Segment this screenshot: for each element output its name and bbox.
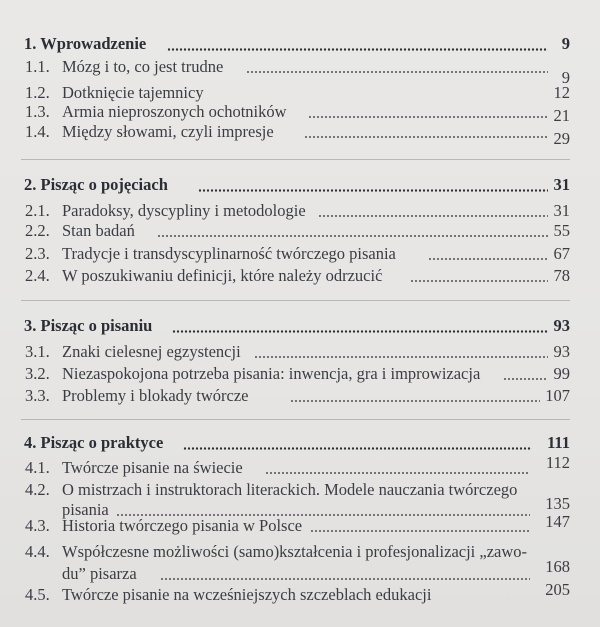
divider <box>21 300 570 301</box>
section-title: Historia twórczego pisania w Polsce <box>62 516 303 535</box>
section-title: Niezaspokojona potrzeba pisania: inwencja, gra i improwizacja <box>62 364 481 383</box>
page-number: 135 <box>545 494 570 513</box>
section-title: W poszukiwaniu definicji, które należy odrzucić <box>62 266 383 285</box>
page-number: 205 <box>545 580 570 599</box>
page-number: 168 <box>545 557 570 576</box>
dot-leader <box>318 215 548 217</box>
chapter-title: Pisząc o pisaniu <box>40 316 153 335</box>
section-title: O mistrzach i instruktorach literackich. Modele nauczania twórczego <box>62 480 518 499</box>
chapter-title: Wprowadzenie <box>40 34 147 53</box>
section-title: Twórcze pisanie na świecie <box>62 458 243 477</box>
dot-leader <box>410 280 548 282</box>
page-number: 9 <box>561 34 570 53</box>
chapter-title: Pisząc o pojęciach <box>40 175 168 194</box>
page-number: 78 <box>553 266 570 285</box>
section-title-continuation: du” pisarza <box>62 564 137 583</box>
page-number: 99 <box>553 364 570 383</box>
section-number: 2.1. <box>25 201 50 220</box>
chapter-title: Pisząc o praktyce <box>40 433 164 452</box>
section-title: Między słowami, czyli impresje <box>62 122 274 141</box>
section-number: 3.2. <box>25 364 50 383</box>
section-number: 4.1. <box>25 458 50 477</box>
section-number: 2.3. <box>25 244 50 263</box>
section-title: Armia nieproszonych ochotników <box>62 102 287 121</box>
dot-leader <box>290 400 540 402</box>
toc-entry <box>0 266 600 290</box>
page-number: 93 <box>553 316 570 335</box>
page-number: 31 <box>553 201 570 220</box>
section-title: Dotknięcie tajemnicy <box>62 83 204 102</box>
section-number: 4.2. <box>25 480 50 499</box>
page-number: 12 <box>553 83 570 102</box>
chapter-heading <box>0 175 600 199</box>
divider <box>21 159 570 160</box>
chapter-number: 4. <box>24 433 37 452</box>
toc-entry <box>0 364 600 388</box>
section-title: Tradycje i transdyscyplinarność twórczego pisania <box>62 244 396 263</box>
section-number: 1.2. <box>25 83 50 102</box>
page-number: 21 <box>553 106 570 125</box>
page-number: 67 <box>553 244 570 263</box>
toc-entry <box>0 221 600 245</box>
section-title: Stan badań <box>62 221 135 240</box>
toc-entry <box>0 386 600 410</box>
dot-leader <box>503 378 548 380</box>
section-title: Twórcze pisanie na wcześniejszych szczeblach edukacji <box>62 585 432 604</box>
toc-entry <box>0 458 600 482</box>
section-number: 2.4. <box>25 266 50 285</box>
chapter-number: 2. <box>24 175 37 194</box>
page-number: 93 <box>553 342 570 361</box>
dot-leader <box>167 48 548 51</box>
toc-entry <box>0 244 600 268</box>
dot-leader <box>198 189 548 192</box>
section-title: Znaki cielesnej egzystencji <box>62 342 241 361</box>
section-number: 1.3. <box>25 102 50 121</box>
section-title: Paradoksy, dyscypliny i metodologie <box>62 201 306 220</box>
chapter-number: 1. <box>24 34 37 53</box>
toc-entry-page <box>0 129 600 153</box>
chapter-heading <box>0 34 600 58</box>
dot-leader <box>183 447 532 450</box>
section-number: 4.5. <box>25 585 50 604</box>
page-number: 147 <box>545 512 570 531</box>
page-number: 55 <box>553 221 570 240</box>
divider <box>21 419 570 420</box>
chapter-heading <box>0 316 600 340</box>
section-title: Współczesne możliwości (samo)kształcenia i profesjonalizacji „zawo- <box>62 542 528 561</box>
chapter-number: 3. <box>24 316 37 335</box>
section-number: 2.2. <box>25 221 50 240</box>
section-title-continuation: pisania <box>62 500 109 519</box>
toc-entry-page <box>0 512 600 536</box>
section-number: 3.1. <box>25 342 50 361</box>
page-number: 29 <box>553 129 570 148</box>
section-number: 1.1. <box>25 57 50 76</box>
section-number: 1.4. <box>25 122 50 141</box>
section-title: Mózg i to, co jest trudne <box>62 57 224 76</box>
toc-entry <box>0 342 600 366</box>
section-number: 3.3. <box>25 386 50 405</box>
page-number: 31 <box>553 175 570 194</box>
page-number: 9 <box>561 68 570 87</box>
dot-leader <box>157 235 548 237</box>
page-number: 112 <box>545 453 570 472</box>
page-number: 111 <box>547 433 570 452</box>
dot-leader <box>254 356 548 358</box>
section-number: 4.4. <box>25 542 50 561</box>
dot-leader <box>172 330 548 333</box>
section-number: 4.3. <box>25 516 50 535</box>
page-number: 107 <box>545 386 570 405</box>
section-title: Problemy i blokady twórcze <box>62 386 249 405</box>
dot-leader <box>265 472 530 474</box>
dot-leader <box>428 258 548 260</box>
toc-entry-page <box>0 580 600 604</box>
